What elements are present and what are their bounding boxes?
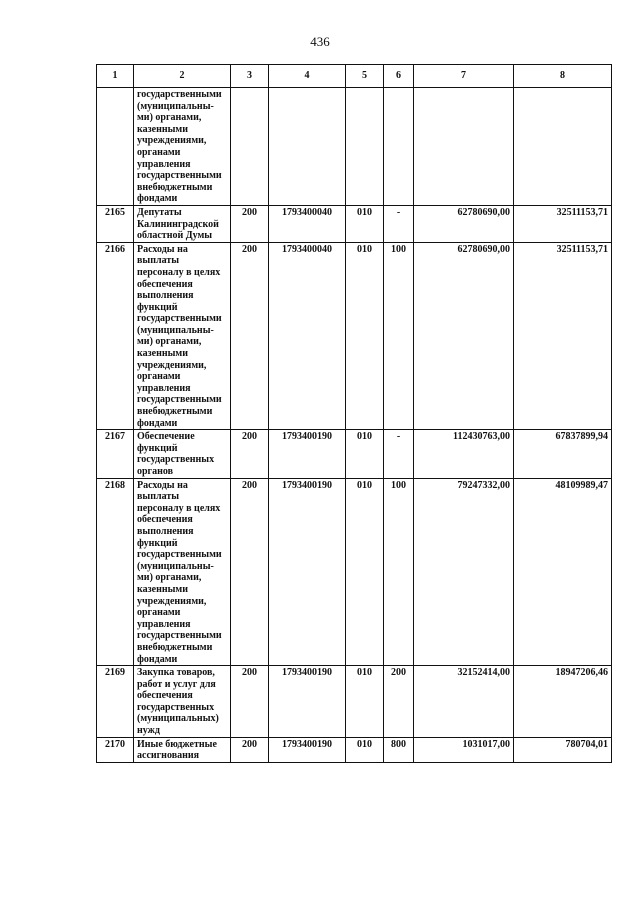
cell-col3: 200 — [231, 666, 269, 738]
table-row — [97, 88, 612, 206]
row-number: 2166 — [97, 242, 134, 430]
row-name: Иные бюджетные ассигнования — [134, 737, 231, 762]
table-row — [97, 430, 612, 478]
cell-col6: 100 — [384, 242, 414, 430]
table-row — [97, 666, 612, 738]
cell-col3: 200 — [231, 205, 269, 242]
cell-col5: 010 — [346, 666, 384, 738]
row-number: 2167 — [97, 430, 134, 478]
header-cell: 5 — [346, 65, 384, 88]
cell-col8: 780704,01 — [514, 737, 612, 762]
row-number: 2165 — [97, 205, 134, 242]
budget-table — [96, 64, 612, 763]
cell-col8: 48109989,47 — [514, 478, 612, 666]
cell-col4: 1793400190 — [269, 430, 346, 478]
cell-col4: 1793400040 — [269, 242, 346, 430]
header-cell: 7 — [414, 65, 514, 88]
cell-col7: 112430763,00 — [414, 430, 514, 478]
cell-col5: 010 — [346, 242, 384, 430]
cell-col5 — [346, 88, 384, 206]
cell-col7: 32152414,00 — [414, 666, 514, 738]
row-name: Расходы на выплаты персоналу в целях обеспечения выполнения функций государственными (муниципальны- ми) органами, казенными учреждениями, органами управления государственными внебюджетными фондами — [134, 478, 231, 666]
header-cell: 3 — [231, 65, 269, 88]
row-number: 2170 — [97, 737, 134, 762]
cell-col7: 62780690,00 — [414, 205, 514, 242]
row-number: 2169 — [97, 666, 134, 738]
cell-col7 — [414, 88, 514, 206]
page-number: 436 — [310, 34, 330, 49]
header-cell: 4 — [269, 65, 346, 88]
cell-col3: 200 — [231, 242, 269, 430]
row-name: Закупка товаров, работ и услуг для обеспечения государственных (муниципальных) нужд — [134, 666, 231, 738]
cell-col5: 010 — [346, 205, 384, 242]
cell-col4: 1793400190 — [269, 478, 346, 666]
cell-col3 — [231, 88, 269, 206]
cell-col8: 18947206,46 — [514, 666, 612, 738]
cell-col7: 79247332,00 — [414, 478, 514, 666]
cell-col4: 1793400040 — [269, 205, 346, 242]
cell-col6: - — [384, 430, 414, 478]
cell-col6: - — [384, 205, 414, 242]
cell-col6 — [384, 88, 414, 206]
cell-col5: 010 — [346, 737, 384, 762]
cell-col5: 010 — [346, 478, 384, 666]
row-number: 2168 — [97, 478, 134, 666]
row-name: Расходы на выплаты персоналу в целях обеспечения выполнения функций государственными (муниципальны- ми) органами, казенными учреждениями, органами управления государственными внебюджетными фондами — [134, 242, 231, 430]
row-number — [97, 88, 134, 206]
header-cell: 8 — [514, 65, 612, 88]
cell-col6: 800 — [384, 737, 414, 762]
header-cell: 2 — [134, 65, 231, 88]
cell-col3: 200 — [231, 478, 269, 666]
cell-col8: 67837899,94 — [514, 430, 612, 478]
cell-col4 — [269, 88, 346, 206]
cell-col8: 32511153,71 — [514, 205, 612, 242]
table-row — [97, 205, 612, 242]
cell-col8: 32511153,71 — [514, 242, 612, 430]
cell-col6: 200 — [384, 666, 414, 738]
cell-col5: 010 — [346, 430, 384, 478]
header-cell: 1 — [97, 65, 134, 88]
table-row — [97, 737, 612, 762]
row-name: Обеспечение функций государственных органов — [134, 430, 231, 478]
row-name: государственными (муниципальны- ми) органами, казенными учреждениями, органами управления государственными внебюджетными фондами — [134, 88, 231, 206]
cell-col4: 1793400190 — [269, 666, 346, 738]
header-row — [97, 65, 612, 88]
row-name: Депутаты Калининградской областной Думы — [134, 205, 231, 242]
cell-col7: 1031017,00 — [414, 737, 514, 762]
cell-col6: 100 — [384, 478, 414, 666]
header-cell: 6 — [384, 65, 414, 88]
table-row — [97, 478, 612, 666]
cell-col3: 200 — [231, 430, 269, 478]
cell-col7: 62780690,00 — [414, 242, 514, 430]
cell-col4: 1793400190 — [269, 737, 346, 762]
cell-col3: 200 — [231, 737, 269, 762]
table-row — [97, 242, 612, 430]
cell-col8 — [514, 88, 612, 206]
